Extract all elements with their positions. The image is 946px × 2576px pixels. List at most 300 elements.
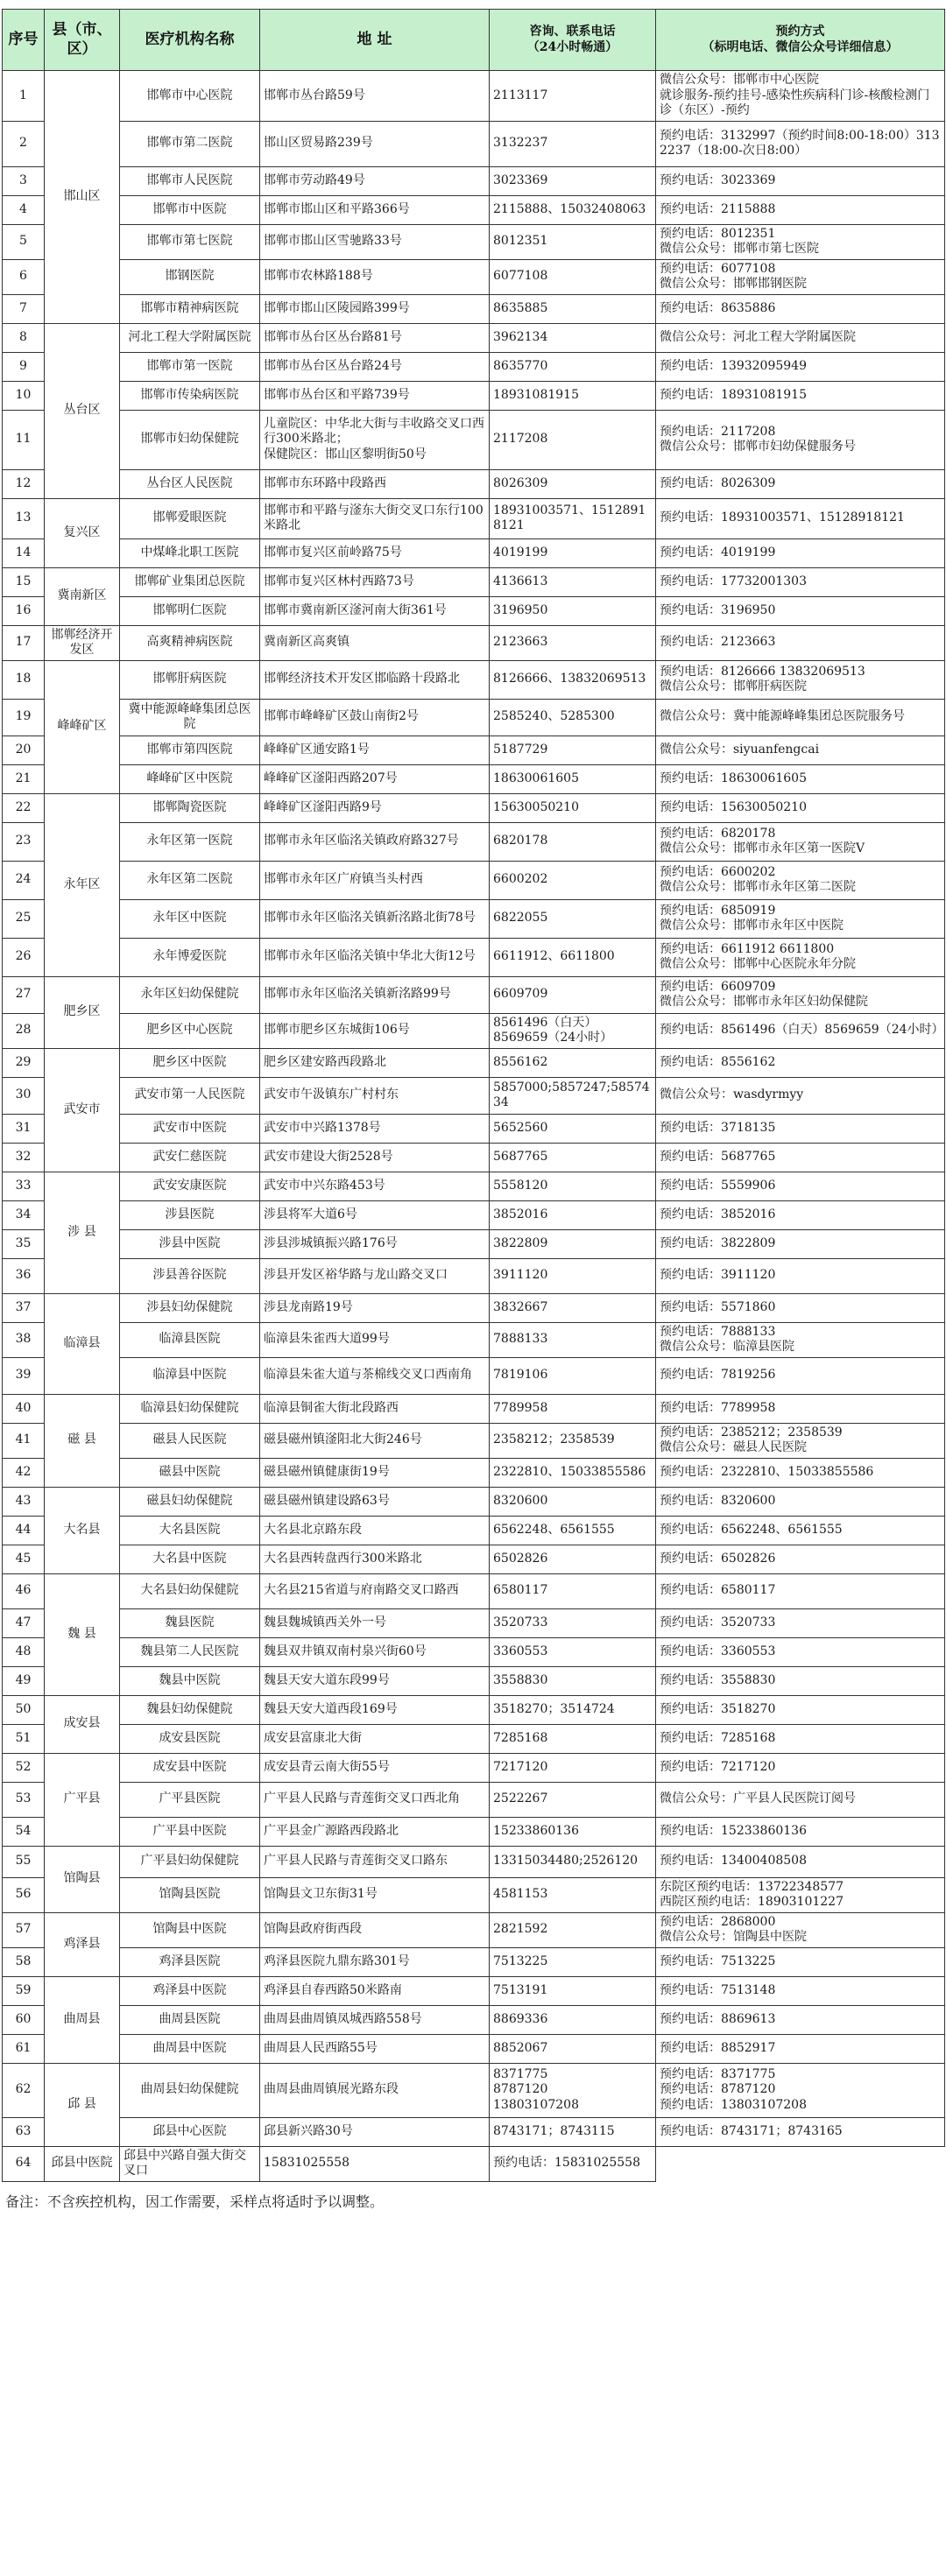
table-row: [3, 2063, 945, 2117]
contact-phone: 5652560: [490, 1114, 656, 1143]
booking-method: 预约电话：13932095949: [656, 352, 945, 381]
table-row: [3, 195, 945, 224]
contact-phone: 3962134: [490, 323, 656, 352]
booking-method: 预约电话：8635886: [656, 294, 945, 323]
table-row: [3, 1846, 945, 1877]
county-name: 馆陶县: [45, 1846, 120, 1912]
contact-phone: 3520733: [490, 1608, 656, 1637]
hospital-name: 邯郸市第七医院: [120, 224, 260, 259]
booking-method: 预约电话：3196950: [656, 596, 945, 625]
table-row: [3, 1077, 945, 1114]
hospital-table: [2, 9, 945, 2182]
header-address: 地 址: [260, 10, 490, 71]
row-number: 39: [3, 1357, 45, 1394]
booking-method: 预约电话：7819256: [656, 1357, 945, 1394]
hospital-address: 磁县磁州镇健康街19号: [260, 1458, 490, 1487]
hospital-address: 魏县天安大道东段99号: [260, 1666, 490, 1695]
contact-phone: 6600202: [490, 861, 656, 899]
contact-phone: 3558830: [490, 1666, 656, 1695]
contact-phone: 3360553: [490, 1637, 656, 1666]
table-row: [3, 1487, 945, 1516]
table-row: [3, 469, 945, 498]
contact-phone: 8320600: [490, 1487, 656, 1516]
table-row: [3, 1782, 945, 1817]
table-row: [3, 259, 945, 294]
table-row: [3, 1357, 945, 1394]
hospital-address: 峰峰矿区滏阳西路207号: [260, 764, 490, 793]
booking-method: 预约电话：3911120: [656, 1258, 945, 1293]
booking-method: 预约电话：6562248、6561555: [656, 1516, 945, 1545]
hospital-name: 魏县医院: [120, 1608, 260, 1637]
hospital-name: 永年区第一医院: [120, 822, 260, 861]
hospital-name: 大名县妇幼保健院: [120, 1573, 260, 1608]
table-row: [3, 224, 945, 259]
row-number: 43: [3, 1487, 45, 1516]
table-row: [3, 1753, 945, 1782]
booking-method: 预约电话：5559906: [656, 1172, 945, 1200]
contact-phone: 8371775 8787120 13803107208: [490, 2063, 656, 2117]
booking-method: 预约电话：6609709 微信公众号：邯郸市永年区妇幼保健院: [656, 976, 945, 1013]
county-name: 大名县: [45, 1487, 120, 1573]
booking-method: 预约电话：8556162: [656, 1048, 945, 1077]
row-number: 26: [3, 938, 45, 976]
hospital-name: 峰峰矿区中医院: [120, 764, 260, 793]
contact-phone: 15630050210: [490, 793, 656, 822]
booking-method: 预约电话：18630061605: [656, 764, 945, 793]
booking-method: 预约电话：3360553: [656, 1637, 945, 1666]
hospital-address: 邯郸市邯山区雪驰路33号: [260, 224, 490, 259]
contact-phone: 5857000;5857247;5857434: [490, 1077, 656, 1114]
booking-method: 微信公众号：wasdyrmyy: [656, 1077, 945, 1114]
booking-method: 预约电话：7513225: [656, 1947, 945, 1976]
row-number: 31: [3, 1114, 45, 1143]
table-row: [3, 764, 945, 793]
row-number: 25: [3, 899, 45, 938]
contact-phone: 18630061605: [490, 764, 656, 793]
booking-method: 预约电话：3132997（预约时间8:00-18:00）3132237（18:00-次日8:00）: [656, 121, 945, 166]
row-number: 27: [3, 976, 45, 1013]
hospital-address: 邯郸市永年区临洺关镇中华北大街12号: [260, 938, 490, 976]
contact-phone: 2358212；2358539: [490, 1423, 656, 1458]
hospital-name: 邱县中医院: [45, 2146, 120, 2181]
hospital-name: 鸡泽县中医院: [120, 1976, 260, 2005]
row-number: 32: [3, 1143, 45, 1172]
row-number: 50: [3, 1695, 45, 1724]
county-name: 临漳县: [45, 1293, 120, 1394]
row-number: 61: [3, 2034, 45, 2063]
row-number: 53: [3, 1782, 45, 1817]
hospital-name: 广平县妇幼保健院: [120, 1846, 260, 1877]
hospital-address: 邯郸市和平路与滏东大街交叉口东行100米路北: [260, 498, 490, 538]
table-row: [3, 538, 945, 567]
row-number: 36: [3, 1258, 45, 1293]
booking-method: 预约电话：2322810、15033855586: [656, 1458, 945, 1487]
hospital-address: 鸡泽县自春西路50米路南: [260, 1976, 490, 2005]
table-row: [3, 1573, 945, 1608]
row-number: 57: [3, 1912, 45, 1947]
contact-phone: 2123663: [490, 625, 656, 660]
row-number: 42: [3, 1458, 45, 1487]
row-number: 56: [3, 1877, 45, 1912]
booking-method: 预约电话：15630050210: [656, 793, 945, 822]
hospital-address: 大名县西转盘西行300米路北: [260, 1545, 490, 1573]
county-name: 鸡泽县: [45, 1912, 120, 1976]
hospital-name: 河北工程大学附属医院: [120, 323, 260, 352]
row-number: 47: [3, 1608, 45, 1637]
table-header-row: [3, 10, 945, 71]
hospital-name: 武安仁慈医院: [120, 1143, 260, 1172]
row-number: 29: [3, 1048, 45, 1077]
hospital-address: 邯郸市邯山区和平路366号: [260, 195, 490, 224]
hospital-name: 磁县中医院: [120, 1458, 260, 1487]
table-row: [3, 498, 945, 538]
hospital-name: 大名县医院: [120, 1516, 260, 1545]
hospital-address: 鸡泽县医院九鼎东路301号: [260, 1947, 490, 1976]
row-number: 49: [3, 1666, 45, 1695]
contact-phone: 18931081915: [490, 381, 656, 410]
contact-phone: 18931003571、15128918121: [490, 498, 656, 538]
row-number: 11: [3, 410, 45, 469]
hospital-address: 广平县人民路与青莲街交叉口路东: [260, 1846, 490, 1877]
hospital-address: 曲周县曲周镇展光路东段: [260, 2063, 490, 2117]
hospital-address: 邯郸市丛台区丛台路81号: [260, 323, 490, 352]
row-number: 20: [3, 735, 45, 764]
table-row: [3, 166, 945, 195]
contact-phone: 3023369: [490, 166, 656, 195]
hospital-name: 曲周县妇幼保健院: [120, 2063, 260, 2117]
booking-method: 预约电话：18931003571、15128918121: [656, 498, 945, 538]
table-row: [3, 1458, 945, 1487]
contact-phone: 6502826: [490, 1545, 656, 1573]
hospital-address: 魏县天安大道西段169号: [260, 1695, 490, 1724]
hospital-address: 邯郸市冀南新区滏河南大街361号: [260, 596, 490, 625]
contact-phone: 8556162: [490, 1048, 656, 1077]
row-number: 18: [3, 660, 45, 699]
table-row: [3, 822, 945, 861]
hospital-address: 广平县金广源路西段路北: [260, 1817, 490, 1846]
contact-phone: 4136613: [490, 567, 656, 596]
table-row: [3, 861, 945, 899]
county-name: 广平县: [45, 1753, 120, 1846]
row-number: 40: [3, 1394, 45, 1423]
hospital-name: 磁县人民医院: [120, 1423, 260, 1458]
hospital-address: 涉县将军大道6号: [260, 1200, 490, 1229]
table-row: [3, 1947, 945, 1976]
hospital-address: 广平县人民路与青莲街交叉口西北角: [260, 1782, 490, 1817]
row-number: 7: [3, 294, 45, 323]
contact-phone: 7513225: [490, 1947, 656, 1976]
footnote: 备注：不含疾控机构，因工作需要，采样点将适时予以调整。: [5, 2192, 385, 2210]
hospital-name: 邯郸市妇幼保健院: [120, 410, 260, 469]
table-row: [3, 1394, 945, 1423]
table-row: [3, 2034, 945, 2063]
contact-phone: 7285168: [490, 1724, 656, 1753]
hospital-name: 临漳县妇幼保健院: [120, 1394, 260, 1423]
booking-method: 预约电话：3520733: [656, 1608, 945, 1637]
row-number: 13: [3, 498, 45, 538]
contact-phone: 7513191: [490, 1976, 656, 2005]
hospital-name: 邯郸矿业集团总医院: [120, 567, 260, 596]
booking-method: 预约电话：3852016: [656, 1200, 945, 1229]
booking-method: 预约电话：7217120: [656, 1753, 945, 1782]
booking-method: 预约电话：6502826: [656, 1545, 945, 1573]
hospital-name: 邯郸市第一医院: [120, 352, 260, 381]
table-row: [3, 1912, 945, 1947]
table-row: [3, 938, 945, 976]
row-number: 3: [3, 166, 45, 195]
row-number: 24: [3, 861, 45, 899]
contact-phone: 4019199: [490, 538, 656, 567]
table-row: [3, 121, 945, 166]
booking-method: 预约电话：3718135: [656, 1114, 945, 1143]
county-name: 冀南新区: [45, 567, 120, 625]
county-name: 复兴区: [45, 498, 120, 567]
table-row: [3, 1114, 945, 1143]
contact-phone: 3822809: [490, 1229, 656, 1258]
row-number: 52: [3, 1753, 45, 1782]
row-number: 21: [3, 764, 45, 793]
hospital-address: 邯郸市永年区临洺关镇新洺路99号: [260, 976, 490, 1013]
row-number: 16: [3, 596, 45, 625]
contact-phone: 8743171；8743115: [490, 2117, 656, 2146]
row-number: 44: [3, 1516, 45, 1545]
table-row: [3, 1172, 945, 1200]
hospital-name: 成安县医院: [120, 1724, 260, 1753]
hospital-address: 邯郸市农林路188号: [260, 259, 490, 294]
table-row: [3, 1976, 945, 2005]
hospital-address: 峰峰矿区通安路1号: [260, 735, 490, 764]
booking-method: 微信公众号：广平县人民医院订阅号: [656, 1782, 945, 1817]
table-row: [3, 410, 945, 469]
hospital-name: 邯郸明仁医院: [120, 596, 260, 625]
row-number: 51: [3, 1724, 45, 1753]
booking-method: 预约电话：2868000 微信公众号：馆陶县中医院: [656, 1912, 945, 1947]
hospital-address: 邯郸市永年区临洺关镇政府路327号: [260, 822, 490, 861]
hospital-name: 武安市第一人民医院: [120, 1077, 260, 1114]
row-number: 38: [3, 1322, 45, 1357]
booking-method: 预约电话：8371775 预约电话：8787120 预约电话：13803107208: [656, 2063, 945, 2117]
booking-method: 预约电话：8561496（白天）8569659（24小时）: [656, 1013, 945, 1048]
booking-method: 预约电话：15831025558: [490, 2146, 656, 2181]
booking-method: 预约电话：6611912 6611800 微信公众号：邯郸中心医院永年分院: [656, 938, 945, 976]
booking-method: 预约电话：6580117: [656, 1573, 945, 1608]
hospital-name: 鸡泽县医院: [120, 1947, 260, 1976]
hospital-name: 邯郸市中心医院: [120, 71, 260, 122]
row-number: 37: [3, 1293, 45, 1322]
hospital-address: 成安县富康北大街: [260, 1724, 490, 1753]
booking-method: 预约电话：8869613: [656, 2005, 945, 2034]
hospital-address: 临漳县铜雀大街北段路西: [260, 1394, 490, 1423]
table-row: [3, 1013, 945, 1048]
hospital-name: 涉县医院: [120, 1200, 260, 1229]
contact-phone: 3518270；3514724: [490, 1695, 656, 1724]
table-row: [3, 596, 945, 625]
table-row: [3, 71, 945, 122]
hospital-name: 涉县善谷医院: [120, 1258, 260, 1293]
hospital-name: 冀中能源峰峰集团总医院: [120, 699, 260, 735]
booking-method: 预约电话：7285168: [656, 1724, 945, 1753]
hospital-address: 邯山区贸易路239号: [260, 121, 490, 166]
booking-method: 预约电话：17732001303: [656, 567, 945, 596]
county-name: 邯郸经济开发区: [45, 625, 120, 660]
row-number: 55: [3, 1846, 45, 1877]
contact-phone: 7888133: [490, 1322, 656, 1357]
hospital-address: 大名县北京路东段: [260, 1516, 490, 1545]
hospital-name: 永年博爱医院: [120, 938, 260, 976]
county-name: 成安县: [45, 1695, 120, 1753]
county-name: 永年区: [45, 793, 120, 976]
hospital-address: 武安市中兴路1378号: [260, 1114, 490, 1143]
hospital-address: 邯郸市劳动路49号: [260, 166, 490, 195]
hospital-name: 大名县中医院: [120, 1545, 260, 1573]
row-number: 46: [3, 1573, 45, 1608]
row-number: 48: [3, 1637, 45, 1666]
hospital-name: 邯郸市第四医院: [120, 735, 260, 764]
hospital-address: 邯郸市东环路中段路西: [260, 469, 490, 498]
table-row: [3, 793, 945, 822]
contact-phone: 3852016: [490, 1200, 656, 1229]
contact-phone: 2117208: [490, 410, 656, 469]
contact-phone: 5558120: [490, 1172, 656, 1200]
row-number: 1: [3, 71, 45, 122]
table-row: [3, 1423, 945, 1458]
county-name: 魏 县: [45, 1573, 120, 1695]
hospital-name: 涉县妇幼保健院: [120, 1293, 260, 1322]
hospital-name: 永年区中医院: [120, 899, 260, 938]
booking-method: 预约电话：3558830: [656, 1666, 945, 1695]
table-body: [3, 71, 945, 2182]
hospital-address: 邯郸市丛台区和平路739号: [260, 381, 490, 410]
booking-method: 预约电话：6820178 微信公众号：邯郸市永年区第一医院V: [656, 822, 945, 861]
hospital-name: 邯郸市中医院: [120, 195, 260, 224]
hospital-address: 魏县魏城镇西关外一号: [260, 1608, 490, 1637]
contact-phone: 8635770: [490, 352, 656, 381]
contact-phone: 8561496（白天） 8569659（24小时）: [490, 1013, 656, 1048]
contact-phone: 8852067: [490, 2034, 656, 2063]
contact-phone: 5687765: [490, 1143, 656, 1172]
contact-phone: 4581153: [490, 1877, 656, 1912]
table-row: [3, 352, 945, 381]
hospital-name: 邯郸市第二医院: [120, 121, 260, 166]
hospital-address: 武安市中兴东路453号: [260, 1172, 490, 1200]
row-number: 15: [3, 567, 45, 596]
contact-phone: 6609709: [490, 976, 656, 1013]
hospital-name: 成安县中医院: [120, 1753, 260, 1782]
contact-phone: 5187729: [490, 735, 656, 764]
row-number: 14: [3, 538, 45, 567]
county-name: 丛台区: [45, 323, 120, 498]
table-row: [3, 1048, 945, 1077]
table-row: [3, 1229, 945, 1258]
row-number: 23: [3, 822, 45, 861]
county-name: 曲周县: [45, 1976, 120, 2063]
row-number: 6: [3, 259, 45, 294]
row-number: 41: [3, 1423, 45, 1458]
table-row: [3, 625, 945, 660]
hospital-address: 曲周县曲周镇凤城西路558号: [260, 2005, 490, 2034]
booking-method: 预约电话：2123663: [656, 625, 945, 660]
hospital-address: 儿童院区：中华北大街与丰收路交叉口西行300米路北； 保健院区：邯山区黎明街50号: [260, 410, 490, 469]
row-number: 63: [3, 2117, 45, 2146]
hospital-address: 曲周县人民西路55号: [260, 2034, 490, 2063]
hospital-address: 涉县开发区裕华路与龙山路交叉口: [260, 1258, 490, 1293]
table-row: [3, 1322, 945, 1357]
booking-method: 预约电话：6850919 微信公众号：邯郸市永年区中医院: [656, 899, 945, 938]
hospital-name: 邯钢医院: [120, 259, 260, 294]
contact-phone: 3911120: [490, 1258, 656, 1293]
hospital-address: 磁县磁州镇滏阳北大街246号: [260, 1423, 490, 1458]
hospital-address: 武安市建设大街2528号: [260, 1143, 490, 1172]
contact-phone: 7217120: [490, 1753, 656, 1782]
county-name: 磁 县: [45, 1394, 120, 1487]
header-county: 县（市、区）: [45, 10, 120, 71]
contact-phone: 6562248、6561555: [490, 1516, 656, 1545]
table-row: [3, 381, 945, 410]
hospital-name: 肥乡区中心医院: [120, 1013, 260, 1048]
row-number: 8: [3, 323, 45, 352]
table-row: [3, 1608, 945, 1637]
booking-method: 微信公众号：邯郸市中心医院 就诊服务-预约挂号-感染性疾病科门诊-核酸检测门诊（东区）-预约: [656, 71, 945, 122]
table-row: [3, 2146, 945, 2181]
table-row: [3, 2117, 945, 2146]
row-number: 9: [3, 352, 45, 381]
booking-method: 预约电话：15233860136: [656, 1817, 945, 1846]
hospital-name: 临漳县医院: [120, 1322, 260, 1357]
hospital-address: 邯郸市复兴区前岭路75号: [260, 538, 490, 567]
booking-method: 微信公众号：河北工程大学附属医院: [656, 323, 945, 352]
hospital-name: 临漳县中医院: [120, 1357, 260, 1394]
hospital-name: 永年区第二医院: [120, 861, 260, 899]
booking-method: 预约电话：4019199: [656, 538, 945, 567]
table-row: [3, 1293, 945, 1322]
row-number: 60: [3, 2005, 45, 2034]
hospital-name: 武安市中医院: [120, 1114, 260, 1143]
booking-method: 预约电话：8852917: [656, 2034, 945, 2063]
table-row: [3, 1258, 945, 1293]
row-number: 35: [3, 1229, 45, 1258]
hospital-name: 魏县中医院: [120, 1666, 260, 1695]
hospital-address: 峰峰矿区滏阳西路9号: [260, 793, 490, 822]
booking-method: 预约电话：5571860: [656, 1293, 945, 1322]
hospital-address: 涉县龙南路19号: [260, 1293, 490, 1322]
booking-method: 预约电话：6077108 微信公众号：邯郸邯钢医院: [656, 259, 945, 294]
hospital-address: 成安县青云南大街55号: [260, 1753, 490, 1782]
table-row: [3, 976, 945, 1013]
hospital-address: 磁县磁州镇建设路63号: [260, 1487, 490, 1516]
row-number: 62: [3, 2063, 45, 2117]
hospital-address: 临漳县朱雀大道与茶棉线交叉口西南角: [260, 1357, 490, 1394]
row-number: 10: [3, 381, 45, 410]
row-number: 12: [3, 469, 45, 498]
table-row: [3, 323, 945, 352]
table-row: [3, 2005, 945, 2034]
hospital-address: 邯郸经济技术开发区邯临路十段路北: [260, 660, 490, 699]
header-no: 序号: [3, 10, 45, 71]
contact-phone: 3196950: [490, 596, 656, 625]
contact-phone: 7789958: [490, 1394, 656, 1423]
row-number: 28: [3, 1013, 45, 1048]
header-booking: 预约方式 （标明电话、微信公众号详细信息）: [656, 10, 945, 71]
hospital-name: 中煤峰北职工医院: [120, 538, 260, 567]
row-number: 58: [3, 1947, 45, 1976]
hospital-address: 邯郸市丛台区丛台路24号: [260, 352, 490, 381]
booking-method: 预约电话：8012351 微信公众号：邯郸市第七医院: [656, 224, 945, 259]
row-number: 19: [3, 699, 45, 735]
hospital-name: 馆陶县医院: [120, 1877, 260, 1912]
booking-method: 预约电话：7513148: [656, 1976, 945, 2005]
contact-phone: 2522267: [490, 1782, 656, 1817]
table-row: [3, 1877, 945, 1912]
